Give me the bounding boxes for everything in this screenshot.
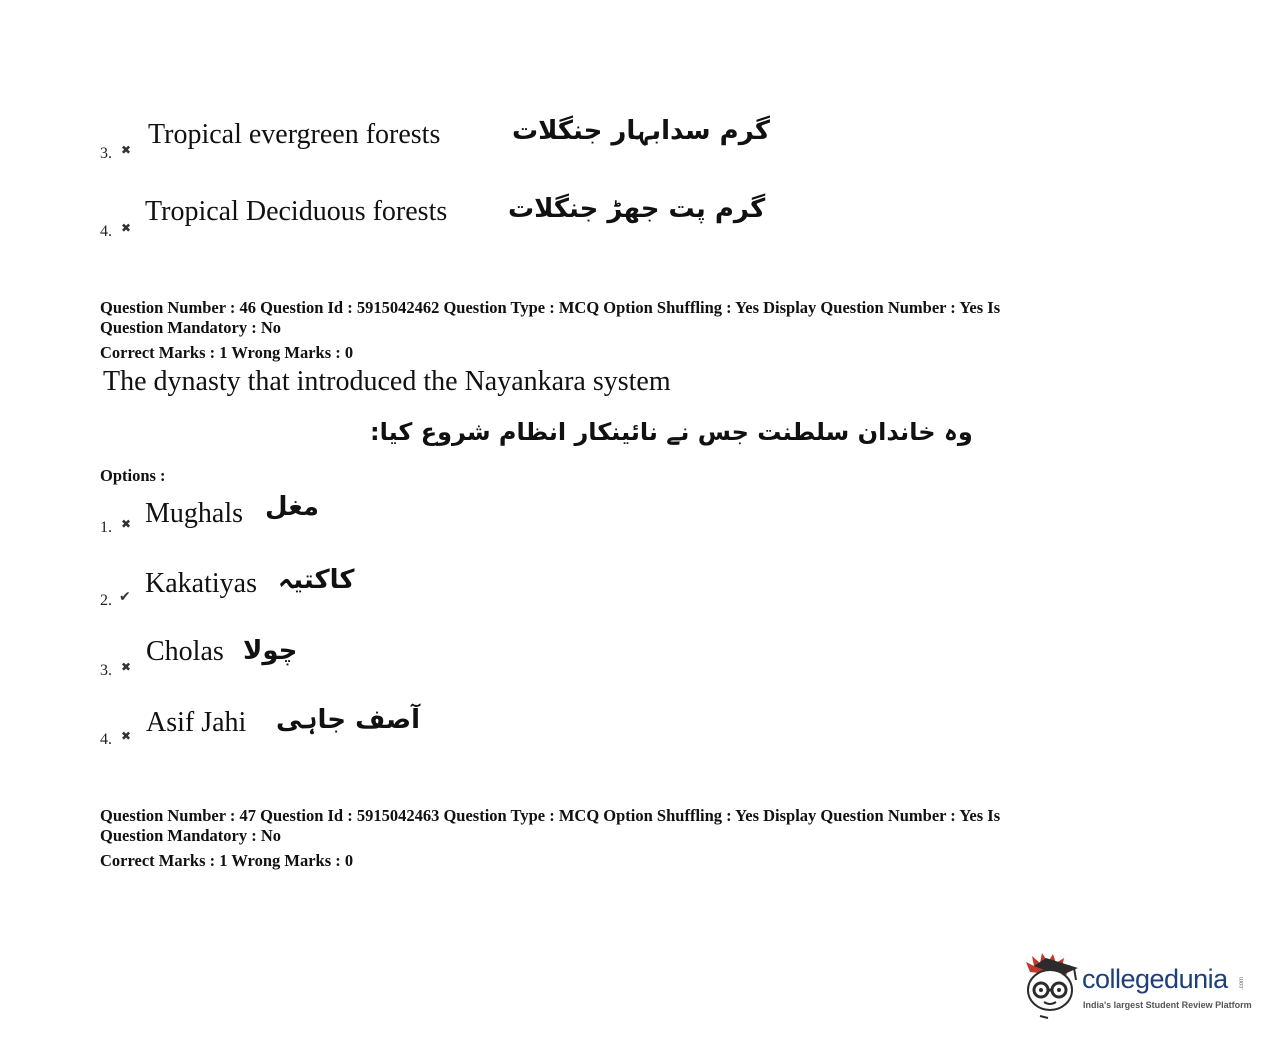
option-text-urdu: مغل [265, 492, 319, 522]
option-text-english: Tropical Deciduous forests [145, 196, 448, 227]
question-text-english: The dynasty that introduced the Nayankara system [103, 366, 671, 397]
cross-icon: ✖ [121, 660, 132, 674]
logo-wordmark: collegedunia [1082, 964, 1228, 994]
mascot-icon [1020, 950, 1084, 1020]
option-text-english: Tropical evergreen forests [148, 119, 441, 150]
cross-icon: ✖ [121, 143, 132, 157]
option-number: 3. [100, 662, 112, 679]
option-number: 1. [100, 519, 112, 536]
option-number: 4. [100, 223, 112, 240]
question-meta-line2: Question Mandatory : No [100, 826, 282, 845]
cross-icon: ✖ [121, 729, 132, 743]
option-text-urdu: آصف جاہی [276, 705, 421, 735]
question-meta-line2: Question Mandatory : No [100, 318, 282, 337]
option-text-urdu: گرم پت جھڑ جنگلات [508, 194, 766, 224]
cross-icon: ✖ [121, 221, 132, 235]
cross-icon: ✖ [121, 517, 132, 531]
options-label: Options : [100, 466, 166, 485]
logo-tagline: India's largest Student Review Platform [1083, 1000, 1252, 1010]
option-number: 4. [100, 731, 112, 748]
option-number: 3. [100, 145, 112, 162]
option-text-english: Cholas [146, 636, 224, 667]
option-text-english: Kakatiyas [145, 568, 257, 599]
question-text-urdu: وہ خاندان سلطنت جس نے نائینکار انظام شروع کیا: [370, 418, 973, 446]
option-text-english: Mughals [145, 498, 243, 529]
question-marks: Correct Marks : 1 Wrong Marks : 0 [100, 851, 354, 870]
option-number: 2. [100, 592, 112, 609]
option-text-urdu: گرم سدابہار جنگلات [512, 116, 771, 146]
option-text-english: Asif Jahi [146, 707, 247, 738]
question-meta-line1: Question Number : 46 Question Id : 5915042462 Question Type : MCQ Option Shuffling : Yes Display Question Number : Yes Is [100, 298, 1001, 317]
check-icon: ✔ [119, 589, 131, 605]
logo-suffix: .com [1239, 976, 1245, 990]
option-text-urdu: چولا [243, 636, 298, 666]
collegedunia-logo [1020, 950, 1260, 1025]
question-marks: Correct Marks : 1 Wrong Marks : 0 [100, 343, 354, 362]
question-meta-line1: Question Number : 47 Question Id : 5915042463 Question Type : MCQ Option Shuffling : Yes Display Question Number : Yes Is [100, 806, 1001, 825]
option-text-urdu: کاکتیہ [278, 565, 355, 595]
